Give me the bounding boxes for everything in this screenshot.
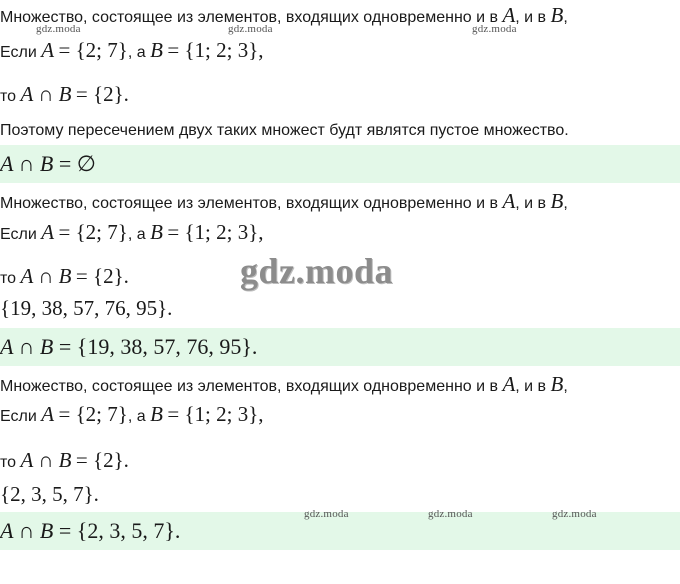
definition-line-2: Множество, состоящее из элементов, входящих одновременно и в A, и в B, bbox=[0, 189, 568, 213]
primes-list: {2, 3, 5, 7}. bbox=[0, 482, 99, 506]
definition-line-3: Множество, состоящее из элементов, входящих одновременно и в A, и в B, bbox=[0, 372, 568, 396]
sets-line-2: Если A = {2; 7}, а B = {1; 2; 3}, bbox=[0, 220, 264, 244]
intersection-line-3: то A ∩ B = {2}. bbox=[0, 448, 129, 472]
watermark-small-1: gdz.moda bbox=[36, 23, 81, 35]
watermark-small-4: gdz.moda bbox=[304, 508, 349, 520]
definition-line-1: Множество, состоящее из элементов, входящих одновременно и в A, и в B, bbox=[0, 3, 568, 27]
multiples-list: {19, 38, 57, 76, 95}. bbox=[0, 296, 173, 320]
answer-box-3: A ∩ B = {2, 3, 5, 7}. bbox=[0, 512, 680, 550]
watermark-small-2: gdz.moda bbox=[228, 23, 273, 35]
answer-box-2: A ∩ B = {19, 38, 57, 76, 95}. bbox=[0, 328, 680, 366]
sets-line-3: Если A = {2; 7}, а B = {1; 2; 3}, bbox=[0, 402, 264, 426]
watermark-small-6: gdz.moda bbox=[552, 508, 597, 520]
watermark-small-3: gdz.moda bbox=[472, 23, 517, 35]
watermark-small-5: gdz.moda bbox=[428, 508, 473, 520]
note-line: Поэтому пересечением двух таких множест будт являтся пустое множество. bbox=[0, 122, 569, 139]
intersection-line-2: то A ∩ B = {2}. bbox=[0, 264, 129, 288]
watermark-large: gdz.moda bbox=[240, 251, 394, 291]
sets-line-1: Если A = {2; 7}, а B = {1; 2; 3}, bbox=[0, 38, 264, 62]
intersection-line-1: то A ∩ B = {2}. bbox=[0, 82, 129, 106]
answer-box-1: A ∩ B = ∅ bbox=[0, 145, 680, 183]
